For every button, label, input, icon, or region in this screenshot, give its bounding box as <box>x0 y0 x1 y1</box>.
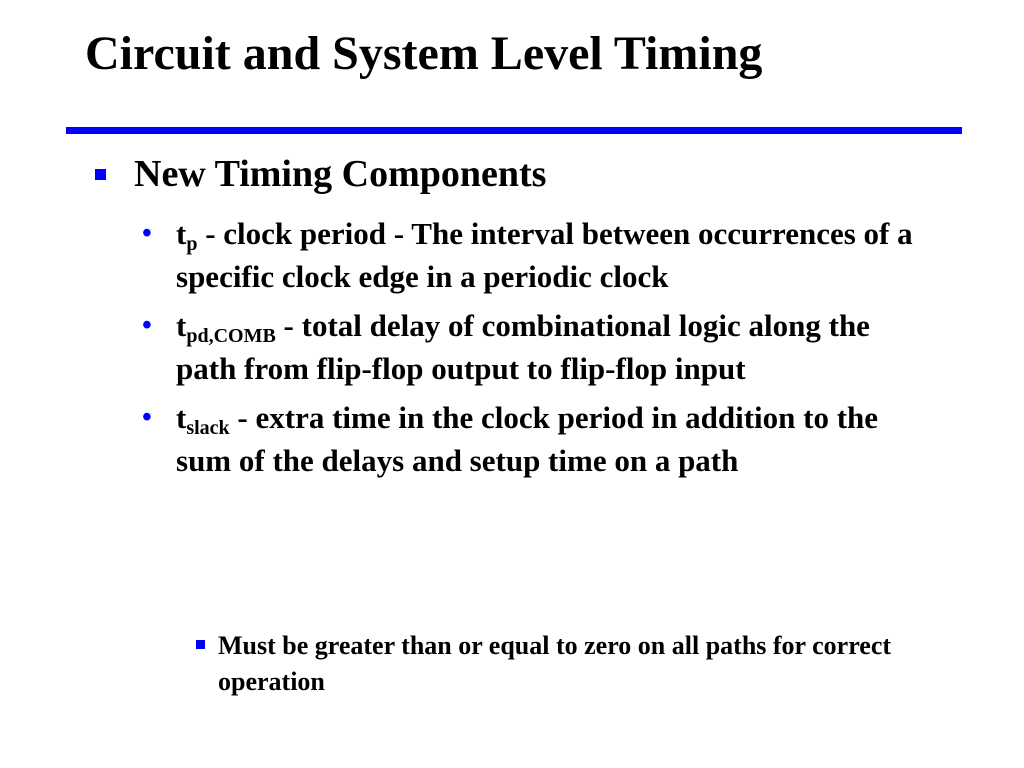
item-text <box>176 212 930 298</box>
list-item <box>140 212 930 298</box>
square-bullet-icon <box>95 169 106 180</box>
item-description: - total delay of combinational logic along the path from flip-flop output to flip-flop input <box>176 308 870 386</box>
dot-bullet-icon: • <box>142 218 152 249</box>
square-bullet-icon <box>196 640 205 649</box>
item-text <box>176 304 930 390</box>
item-description: - clock period - The interval between occurrences of a specific clock edge in a periodic clock <box>176 216 913 294</box>
dot-bullet-icon: • <box>142 310 152 341</box>
item-symbol: t <box>176 308 187 343</box>
item-description: - extra time in the clock period in addition to the sum of the delays and setup time on a path <box>176 400 879 478</box>
list-item <box>140 304 930 390</box>
item-symbol: t <box>176 400 187 435</box>
item-subscript: pd,COMB <box>186 325 276 347</box>
item-symbol: t <box>176 216 187 251</box>
title-divider <box>66 127 962 134</box>
list-item <box>140 396 930 482</box>
slide-title: Circuit and System Level Timing <box>85 27 763 80</box>
level1-bullet <box>85 152 965 198</box>
item-subscript: slack <box>186 417 230 439</box>
item-subscript: p <box>186 233 198 255</box>
item-text <box>176 396 930 482</box>
section-heading: New Timing Components <box>134 153 547 195</box>
level2-list <box>140 212 930 488</box>
dot-bullet-icon: • <box>142 402 152 433</box>
level3-bullet <box>196 628 956 700</box>
subitem-text: Must be greater than or equal to zero on all paths for correct operation <box>218 631 892 696</box>
